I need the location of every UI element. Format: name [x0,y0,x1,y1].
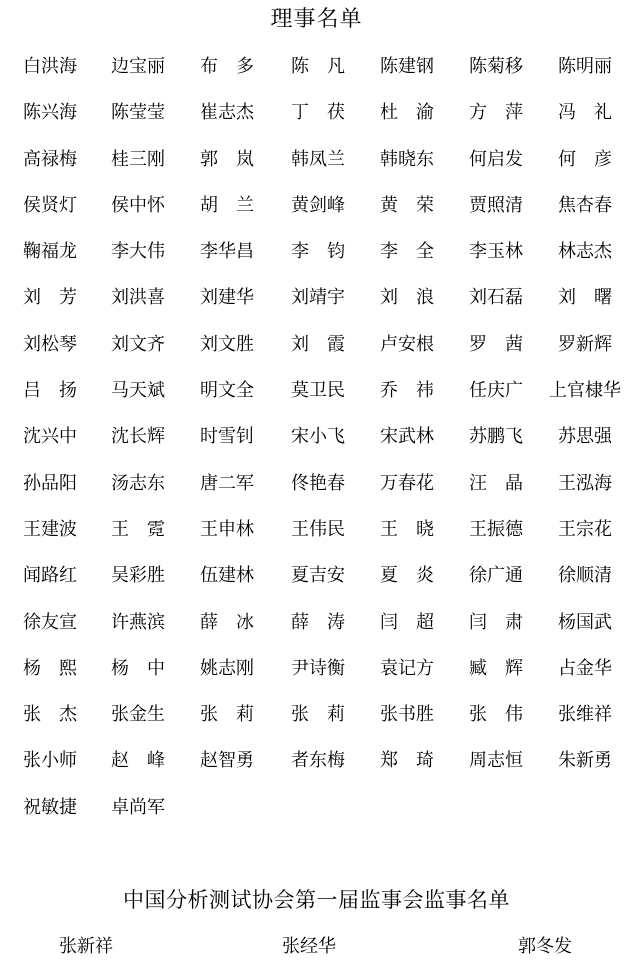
member-name: 徐顺清 [558,565,612,587]
supervisor-name: 张新祥 [59,936,113,957]
member-name: 李 钧 [291,241,345,263]
member-name: 者东梅 [291,750,345,772]
name-row [0,561,633,607]
member-name: 黄剑峰 [291,194,345,216]
member-name: 杨 中 [111,657,165,679]
member-name: 陈莹莹 [111,102,165,124]
supervisor-list [0,932,633,964]
member-name: 刘石磊 [469,287,523,309]
member-name: 韩晓东 [380,148,434,170]
name-row [0,237,633,283]
member-name: 唐二军 [200,472,254,494]
member-name: 郭 岚 [200,148,254,170]
member-name: 张 伟 [469,704,523,726]
member-name: 刘 浪 [380,287,434,309]
member-name: 张书胜 [380,704,434,726]
member-name: 薛 涛 [291,611,345,633]
member-name: 冯 礼 [558,102,612,124]
name-row [0,793,633,839]
member-name: 赵智勇 [200,750,254,772]
member-name: 宋武林 [380,426,434,448]
member-name: 汪 晶 [469,472,523,494]
member-name: 李大伟 [111,241,165,263]
member-name: 韩凤兰 [291,148,345,170]
member-name: 王建波 [23,518,77,540]
member-name: 陈兴海 [23,102,77,124]
supervisor-name: 郭冬发 [518,936,572,957]
member-name: 万春花 [380,472,434,494]
member-name: 张 杰 [23,704,77,726]
member-name: 任庆广 [469,380,523,402]
member-name: 沈长辉 [111,426,165,448]
name-row [0,145,633,191]
member-name: 臧 辉 [469,657,523,679]
member-name: 卢安根 [380,333,434,355]
member-name: 莫卫民 [291,380,345,402]
member-name: 周志恒 [469,750,523,772]
member-name: 杜 渝 [380,102,434,124]
member-name: 孙品阳 [23,472,77,494]
name-row [0,654,633,700]
name-row [0,422,633,468]
member-name: 王伟民 [291,518,345,540]
member-name: 白洪海 [23,56,77,77]
member-name: 赵 峰 [111,750,165,772]
member-name: 徐广通 [469,565,523,587]
supervisor-name: 张经华 [282,936,336,957]
member-name: 何 彦 [558,148,612,170]
member-name: 姚志刚 [200,657,254,679]
member-name: 崔志杰 [200,102,254,124]
member-name: 薛 冰 [200,611,254,633]
member-name: 桂三刚 [111,148,165,170]
name-row [0,515,633,561]
member-name: 乔 祎 [380,380,434,402]
member-name: 吕 扬 [23,380,77,402]
member-name: 陈 凡 [291,56,345,77]
page-title: 理事名单 [270,7,363,32]
member-name: 沈兴中 [23,426,77,448]
member-name: 刘 芳 [23,287,77,309]
member-name: 闻路红 [23,565,77,587]
member-name: 王 霓 [111,518,165,540]
member-name: 伍建林 [200,565,254,587]
name-row [0,700,633,746]
member-name: 明文全 [200,380,254,402]
member-name: 刘靖宇 [291,287,345,309]
member-name: 张小师 [23,750,77,772]
member-name: 张 莉 [291,704,345,726]
member-name: 陈菊移 [469,56,523,77]
member-name: 袁记方 [380,657,434,679]
member-name: 张金生 [111,704,165,726]
member-name: 闫 肃 [469,611,523,633]
member-name: 鞠福龙 [23,241,77,263]
member-name: 罗新辉 [558,333,612,355]
member-name: 时雪钊 [200,426,254,448]
member-name: 高禄梅 [23,148,77,170]
member-name: 张维祥 [558,704,612,726]
member-name: 李玉林 [469,241,523,263]
member-name: 刘建华 [200,287,254,309]
name-row [0,376,633,422]
supervisors-title: 中国分析测试协会第一届监事会监事名单 [123,888,510,912]
name-row [0,52,633,98]
member-name: 李 全 [380,241,434,263]
member-name: 王 晓 [380,518,434,540]
member-name: 郑 琦 [380,750,434,772]
member-name: 上官棣华 [549,380,621,402]
member-name: 刘 霞 [291,333,345,355]
member-name: 汤志东 [111,472,165,494]
member-name: 吴彩胜 [111,565,165,587]
member-name: 宋小飞 [291,426,345,448]
name-row [0,191,633,237]
member-name: 佟艳春 [291,472,345,494]
member-name: 夏 炎 [380,565,434,587]
member-name: 罗 茜 [469,333,523,355]
member-name: 苏鹏飞 [469,426,523,448]
name-row [0,98,633,144]
member-name: 尹诗衡 [291,657,345,679]
member-name: 王振德 [469,518,523,540]
member-name: 焦杏春 [558,194,612,216]
member-name: 林志杰 [558,241,612,263]
member-name: 刘松琴 [23,333,77,355]
name-row [0,283,633,329]
member-name: 贾照清 [469,194,523,216]
member-name: 胡 兰 [200,194,254,216]
member-name: 方 萍 [469,102,523,124]
member-name: 刘文齐 [111,333,165,355]
member-name: 徐友宣 [23,611,77,633]
member-name: 卓尚军 [111,796,165,818]
member-name: 侯中怀 [111,194,165,216]
member-name: 何启发 [469,148,523,170]
member-name: 马天斌 [111,380,165,402]
member-name: 刘洪喜 [111,287,165,309]
member-name: 祝敏捷 [23,796,77,818]
member-name: 杨国武 [558,611,612,633]
member-name: 苏思强 [558,426,612,448]
member-name: 杨 熙 [23,657,77,679]
member-name: 夏吉安 [291,565,345,587]
council-member-grid [0,52,633,839]
member-name: 许燕滨 [111,611,165,633]
member-name: 闫 超 [380,611,434,633]
member-name: 刘 曙 [558,287,612,309]
member-name: 侯贤灯 [23,194,77,216]
member-name: 陈建钢 [380,56,434,77]
name-row [0,608,633,654]
member-name: 布 多 [200,56,254,77]
member-name: 朱新勇 [558,750,612,772]
name-row [0,746,633,792]
member-name: 王申林 [200,518,254,540]
member-name: 王泓海 [558,472,612,494]
member-name: 丁 茯 [291,102,345,124]
member-name: 李华昌 [200,241,254,263]
member-name: 边宝丽 [111,56,165,77]
member-name: 占金华 [558,657,612,679]
member-name: 张 莉 [200,704,254,726]
member-name: 王宗花 [558,518,612,540]
member-name: 黄 荣 [380,194,434,216]
name-row [0,469,633,515]
member-name: 陈明丽 [558,56,612,77]
member-name: 刘文胜 [200,333,254,355]
name-row [0,330,633,376]
